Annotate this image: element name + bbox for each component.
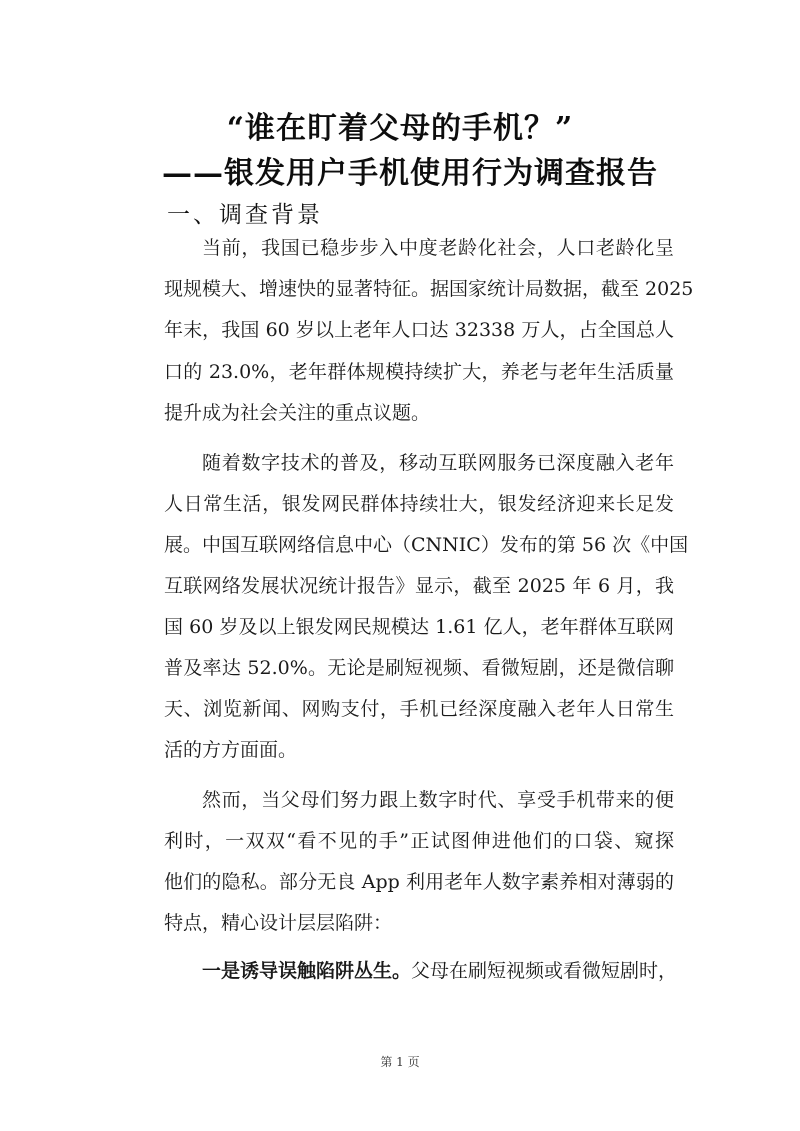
document-subtitle: ——银发用户手机使用行为调查报告 (162, 156, 658, 191)
paragraph-1-line: 口的 23.0%，老年群体规模持续扩大，养老与老年生活质量 (164, 361, 674, 383)
paragraph-3-line: 利时，一双双“看不见的手”正试图伸进他们的口袋、窥探 (164, 830, 674, 852)
paragraph-1-line: 提升成为社会关注的重点议题。 (164, 402, 431, 424)
paragraph-4-text: 父母在刷短视频或看微短剧时， (411, 960, 678, 982)
paragraph-2-line: 国 60 岁及以上银发网民规模达 1.61 亿人，老年群体互联网 (164, 616, 674, 638)
section-heading: 一、调查背景 (167, 202, 323, 228)
page-number: 第 1 页 (380, 1055, 420, 1069)
paragraph-2-line: 随着数字技术的普及，移动互联网服务已深度融入老年 (202, 452, 674, 474)
paragraph-1-line: 现规模大、增速快的显著特征。据国家统计局数据，截至 2025 (164, 278, 694, 300)
paragraph-3-line: 特点，精心设计层层陷阱： (164, 912, 393, 934)
paragraph-1-line: 年末，我国 60 岁以上老年人口达 32338 万人，占全国总人 (164, 319, 674, 341)
document-title: “谁在盯着父母的手机？” (226, 111, 574, 146)
paragraph-2-line: 互联网络发展状况统计报告》显示，截至 2025 年 6 月，我 (164, 575, 674, 597)
paragraph-3-line: 然而，当父母们努力跟上数字时代、享受手机带来的便 (202, 789, 674, 811)
paragraph-1-line: 当前，我国已稳步步入中度老龄化社会，人口老龄化呈 (202, 237, 674, 259)
paragraph-2-line: 天、浏览新闻、网购支付，手机已经深度融入老年人日常生 (164, 698, 674, 720)
bold-lead-text: 一是诱导误触陷阱丛生。 (202, 960, 412, 982)
paragraph-2-line: 普及率达 52.0%。无论是刷短视频、看微短剧，还是微信聊 (164, 657, 674, 679)
paragraph-2-line: 展。中国互联网络信息中心（CNNIC）发布的第 56 次《中国 (164, 534, 689, 556)
paragraph-3-line: 他们的隐私。部分无良 App 利用老年人数字素养相对薄弱的 (164, 871, 674, 893)
paragraph-2-line: 活的方方面面。 (164, 739, 298, 761)
paragraph-4-line (202, 958, 678, 984)
paragraph-2-line: 人日常生活，银发网民群体持续壮大，银发经济迎来长足发 (164, 493, 674, 515)
